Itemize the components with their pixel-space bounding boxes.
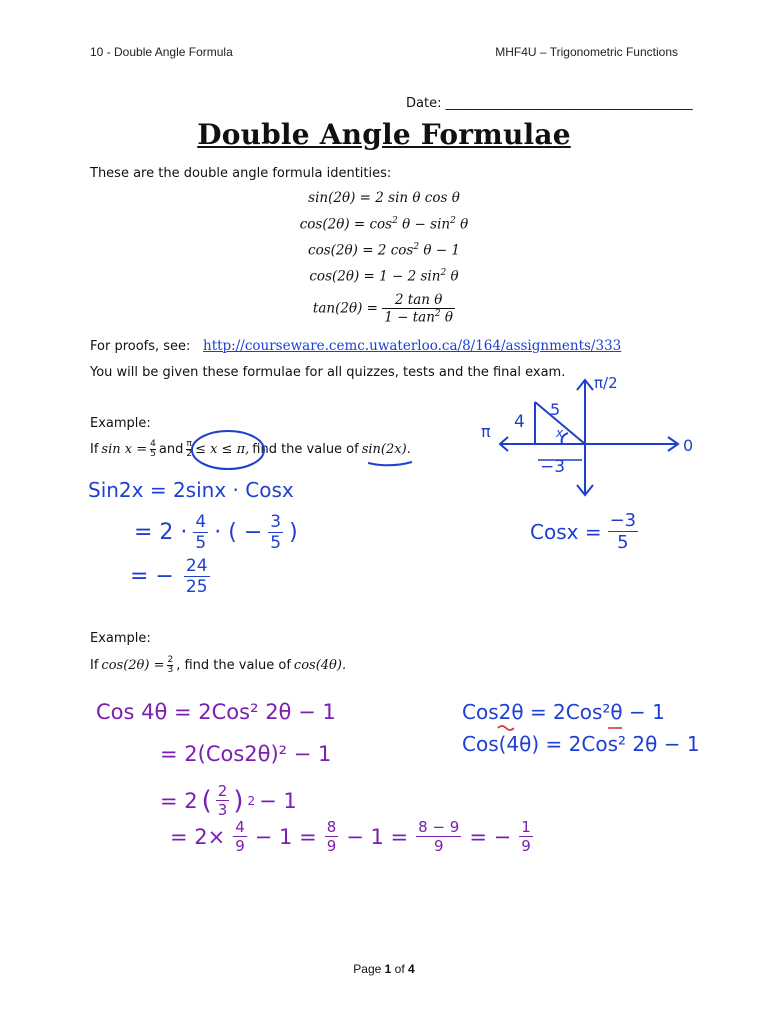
- hw1-axis-pi: π: [481, 422, 491, 441]
- hw2-line2: = 2(Cos2θ)² − 1: [160, 742, 332, 766]
- proofs-label: For proofs, see:: [90, 339, 191, 354]
- identity-cos2-a: $\cos(2\theta) = \cos^2 \theta - \sin^2 \theta$: [299, 216, 469, 233]
- identity-cos2-b: cos(2θ) = 2 $\cos^2 \theta - 1$: [308, 242, 460, 259]
- identity-tan2: tan(2θ) = $\frac{\text{2 tan θ}}{1 - \tan^2 \theta}$: [312, 292, 454, 326]
- date-field: Date: ______________________________________: [406, 96, 693, 111]
- ink-circle-range: [192, 431, 264, 469]
- ink-underline-target: [368, 462, 412, 465]
- hw1-tri-hyp: 5: [550, 400, 561, 419]
- proofs-link[interactable]: http://courseware.cemc.uwaterloo.ca/8/164/assignments/333: [203, 338, 622, 354]
- page-footer: Page 1 of 4: [353, 962, 415, 976]
- identity-cos2-c: cos(2θ) = 1 − 2 $\sin^2 \theta$: [309, 268, 459, 285]
- hw1-tri-adj: −3: [540, 457, 566, 477]
- hw2-line1: Cos 4θ = 2Cos² 2θ − 1: [96, 700, 336, 724]
- hw1-tri-opp: 4: [514, 412, 525, 432]
- header-right: MHF4U – Trigonometric Functions: [495, 45, 678, 59]
- intro-text: These are the double angle formula identities:: [90, 166, 392, 181]
- page-title: Double Angle Formulae: [197, 118, 571, 151]
- hw1-line2: = 2 · $\frac{4}{5}$ · ( − $\frac{3}{5}$ ): [134, 512, 298, 553]
- example2-label: Example:: [90, 631, 151, 646]
- header-left: 10 - Double Angle Formula: [90, 45, 233, 59]
- example1-question: If sin x = $\frac{4}{5}$ and $\frac{\pi}{2}$ ≤ x ≤ π, find the value of sin(2x).: [90, 439, 411, 459]
- ink-red-mark-1: [498, 726, 514, 730]
- given-note: You will be given these formulae for all quizzes, tests and the final exam.: [90, 365, 566, 380]
- tan2-fraction: $\frac{\text{2 tan θ}}{1 - \tan^2 \theta}$: [384, 292, 454, 326]
- hw2-line3: = 2 ( $\frac{2}{3}$ ) 2 − 1: [160, 782, 297, 819]
- identity-sin2: sin(2θ) = 2 sin θ cos θ: [308, 190, 460, 206]
- hw1-tri-angle: x: [556, 426, 564, 440]
- hw1-axis-zero: 0: [683, 436, 694, 455]
- hw1-axis-pi2: π/2: [594, 374, 618, 392]
- hw2-line4: = 2× $\frac{4}{9}$ − 1 = $\frac{8}{9}$ − 1 = $\frac{8 - 9}{9}$ = − $\frac{1}{9}$: [170, 818, 531, 855]
- example1-label: Example:: [90, 416, 151, 431]
- hw1-cos-answer: Cosx = $\frac{-3}{5}$: [530, 510, 637, 553]
- hw1-line3: = − $\frac{24}{25}$: [130, 556, 208, 597]
- example2-question: If cos(2θ) = $\frac{2}{3}$ , find the value of cos(4θ).: [90, 655, 347, 675]
- hw1-line1: Sin2x = 2sinx · Cosx: [88, 478, 294, 502]
- hw2-side2: Cos(4θ) = 2Cos² 2θ − 1: [462, 732, 700, 756]
- hw2-side1: Cos2θ = 2Cos²θ − 1: [462, 700, 665, 724]
